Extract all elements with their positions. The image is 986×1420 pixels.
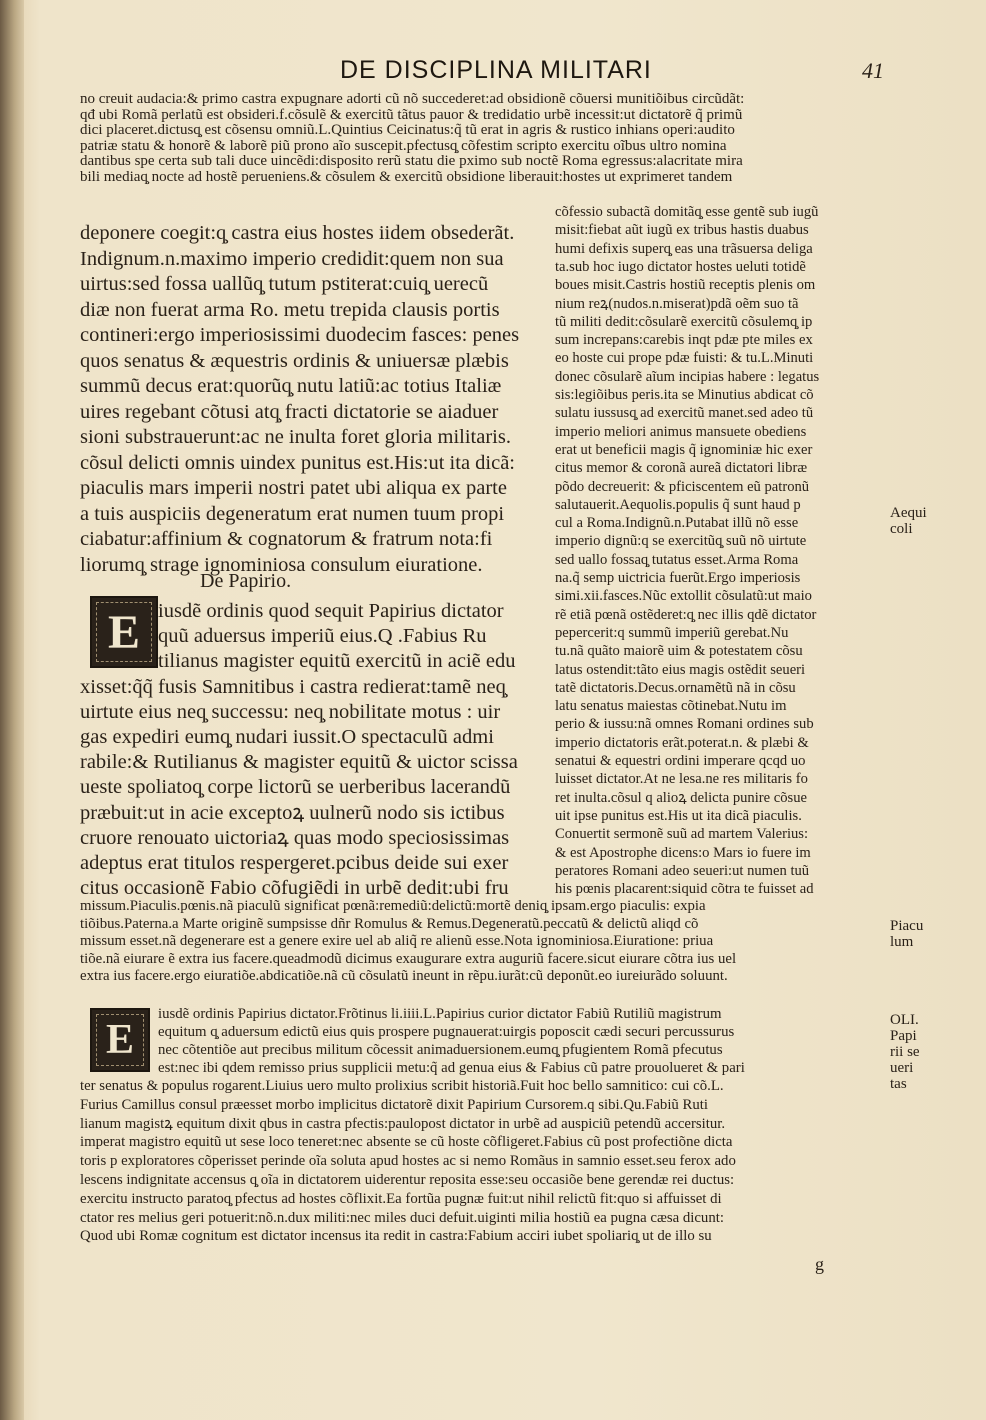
text-line: liorumq̧ strage ignominiosa consulum eiuratione.	[80, 553, 483, 576]
text-line: misit:fiebat aũt iugũ ex tribus hastis duabus	[555, 222, 809, 239]
text-line: senatui & equestri ordini imperare qcqd uo	[555, 753, 806, 769]
text-line: rabile:& Rutilianus & magister equitũ & uictor scissa	[80, 751, 518, 774]
text-line: equitum q̧ aduersum edictũ eius quis prospere pugnauerat:uirgis poposcit cædi securi percussurus	[158, 1024, 735, 1040]
text-line: no creuit audacia:& primo castra expugnare adorti cũ nõ succederet:ad obsidionẽ cõuersi munitiõibus circũdãt:	[80, 92, 745, 107]
decorated-initial-e: E	[90, 596, 158, 668]
text-line: citus memor & coronã aureã dictatori libræ	[555, 460, 808, 477]
text-line: latu senatus maiestas cõtinebat.Nutu im	[555, 698, 787, 715]
text-line: a tuis auspiciis degeneratum erat numen tuum propi	[80, 502, 505, 525]
text-line: præbuit:ut in acie exceptoꝝ uulnerũ nodo sis ictibus	[80, 801, 505, 824]
text-line: missum.Piaculis.pœnis.nã piaculũ significat pœnã:remediũ:delictũ:mortẽ deniq̧ ipsam.ergo piaculis: expia	[80, 898, 706, 914]
text-line: eo hoste cui prope pdæ fuisti: & tu.L.Minuti	[555, 350, 814, 367]
text-line: bili mediaq̧ nocte ad hostẽ perueniens.& cõsulem & exercitũ obsidione liberauit:hostes ut exprimeret tandem	[80, 170, 733, 185]
page-header	[60, 56, 900, 90]
text-line: missum esset.nã degenerare est a genere exire uel ab aliq̃ re alienũ esse.Nota ignominiosa.Eiuratione: priua	[80, 933, 714, 949]
text-line: cõfessio subactã domitãq̧ esse gentẽ sub iugũ	[555, 204, 819, 220]
text-line: lianum magistꝝ equitum dixit qbus in castra pfectis:paulopost dictator in urbẽ ad auspiciũ petendũ accersitur.	[80, 1115, 726, 1132]
text-line: iusdẽ ordinis Papirius dictator.Frõtinus li.iiii.L.Papirius curior dictator Fabiũ Rutiliũ magistrum	[158, 1006, 722, 1022]
text-line: deponere coegit:q̧ castra eius hostes iidem obsederãt.	[80, 222, 515, 244]
text-line: boues misit.Castris hostiũ receptis plenis om	[555, 277, 816, 294]
text-line: sum increpans:carebis inqt pdæ pte miles ex	[555, 332, 813, 349]
text-line: citus occasionẽ Fabio cõfugiẽdi in urbẽ dedit:ubi fru	[80, 877, 509, 900]
signature-mark: g	[815, 1254, 824, 1274]
text-line: peratores Romani adeo seueri:ut numen tuũ	[555, 862, 810, 879]
running-title: DE DISCIPLINA MILITARI	[340, 56, 652, 84]
text-line: pepercerit:q summũ imperiũ gerebat.Nu	[555, 624, 789, 641]
text-line: tatẽ dictatoris.Decus.ornamẽtũ nã in cõsu	[555, 679, 796, 696]
text-line: donec cõsularẽ aĩum incipias habere : legatus	[555, 368, 820, 385]
text-line: salutauerit.Aequolis.populis q̃ sunt haud p	[555, 496, 801, 513]
subheading: De Papirio.	[200, 570, 292, 592]
text-line: rẽ etiã pœnã ostẽderet:q̧ nec illis qdẽ dictator	[555, 606, 817, 623]
text-line: Quod ubi Romæ cognitum est dictator incensus ita redit in castra:Fabium acciri iubet spoliariq̧ ut de illo su	[80, 1228, 712, 1245]
text-line: quos senatus & æquestris ordinis & uniuersæ plæbis	[80, 349, 509, 372]
text-line: tilianus magister equitũ exercitũ in aciẽ edu	[158, 650, 516, 673]
text-line: nium reꝝ(nudos.n.miserat)pdã oẽm suo tã	[555, 295, 799, 312]
text-line: & est Apostrophe dicens:o Mars io fuere im	[555, 844, 811, 861]
text-line: ueste spoliatoq̧ corpe lictorũ se uerberibus lacerandũ	[80, 776, 511, 799]
text-line: adeptus erat titulos respergeret.pcibus deide sui exer	[80, 852, 509, 874]
text-line: perio & iussu:nã omnes Romani ordines sub	[555, 716, 814, 733]
text-line: dantibus spe certa sub tali duce uincẽdi:disposito rerũ statu die pximo sub noctẽ Roma egressus:alacritate mira	[80, 154, 743, 170]
text-line: uit ipse punitus est.His ut ita dicã piaculis.	[555, 807, 802, 824]
text-line: cruore renouato uictoriaꝝ quas modo speciosissimas	[80, 826, 510, 849]
text-line: extra ius facere.ergo eiuratiõe.abdicatiõe.nã cũ cõsulatũ ineunt in rẽpu.iurãt:cũ deponũt.eo iureiurãdo soluunt.	[80, 968, 728, 984]
text-line: diæ non fuerat arma Ro. metu trepida clausis portis	[80, 298, 500, 321]
text-line: põdo decreuerit: & pficiscentem eũ patronũ	[555, 478, 810, 495]
text-line: contineri:ergo imperiosissimi duodecim fasces: penes	[80, 324, 520, 346]
text-line: simi.xii.fasces.Nũc extollit cõsulatũ:ut maio	[555, 588, 812, 605]
text-line: sioni substrauerunt:ac ne inulta foret gloria militaris.	[80, 426, 511, 448]
margin-note-piaculum: Piacu lum	[890, 918, 924, 950]
text-line: exercitu instructo paratoq̧ pfectus ad hostes cõflixit.Ea fortũa pugnæ fuit:ut nihil relictũ fit:quo si affuisset di	[80, 1190, 722, 1207]
text-line: imperio meliori animus mansuete obediens	[555, 423, 807, 440]
text-line: imperio dictatoris erãt.poterat.n. & plæbi &	[555, 734, 809, 751]
text-line: quũ aduersus imperiũ eius.Q .Fabius Ru	[158, 625, 487, 648]
text-line: luisset dictator.At ne lesa.ne res militaris fo	[555, 771, 808, 788]
text-line: sed uallo fossaq̧ tutatus esset.Arma Roma	[555, 551, 799, 568]
text-line: ret inulta.cõsul q alioꝝ delicta punire cõsue	[555, 789, 807, 806]
text-line: latus ostendit:tãto eius magis ostẽdit seueri	[555, 661, 806, 678]
text-line: his pœnis placarent:siquid cõtra te fuisset ad	[555, 881, 814, 898]
text-line: tũ militi dedit:cõsularẽ exercitũ cõsulemq̧ ip	[555, 313, 813, 330]
text-line: qđ ubi Romã perlatũ est obsideri.f.cõsulẽ & exercitũ tãtus pauor & tredidatio urbẽ incessit:ut dictatorẽ q̃ primũ	[80, 107, 743, 123]
text-line: Indignum.n.maximo imperio credidit:quem non sua	[80, 247, 504, 270]
text-line: dici placeret.dictusq̧ est cõsensu omniũ.L.Quintius Ceicinatus:q̃ tũ erat in agris & rustico inhians operi:audito	[80, 123, 735, 139]
text-line: est:nec ibi qdem remisso prius supplicii metu:q̃ ad genua eius & Fabius cũ patre prouolueret & pari	[158, 1060, 745, 1076]
text-line: ter senatus & populus rogarent.Liuius uero multo prolixius scribit historiã.Fuit hoc bello samnitico: cui cõ.L.	[80, 1078, 724, 1094]
text-line: uirtus:sed fossa uallũq̧ tutum pstiterat:cuiq̧ uerecũ	[80, 273, 489, 295]
text-line: ta.sub hoc iugo dictator hostes ueluti totidẽ	[555, 258, 806, 275]
text-line: imperio dignũ:q se exercitũq̧ suũ nõ uirtute	[555, 533, 807, 550]
folio-number: 41	[862, 58, 884, 83]
text-line: patriæ statu & honorẽ & laborẽ piũ prono aĩo suscepit.pfectusq̧ cõfestim scripto exercitu oĩbus ultro nomina	[80, 138, 727, 154]
text-line: imperat magistro equitũ ut sese loco teneret:nec absente se cũ hoste cõfligeret.Fabius cũ post profectiõne dicta	[80, 1134, 733, 1151]
text-line: tu.nã quãto maiorẽ uim & potestatem cõsu	[555, 643, 803, 660]
text-line: tiõe.nã eiurare ẽ extra ius facere.queadmodũ dicimus exaugurare extra auguriũ facere.sicut eiurare cõtra ius uel	[80, 950, 737, 967]
text-line: tiõibus.Paterna.a Marte originẽ sumpsisse dñr Romulus & Remus.Degeneratũ.peccatũ & delictũ aliqd cõ	[80, 915, 699, 932]
text-line: lescens indignitate accensus q̧ oĩa in dictatorem uiderentur reposita esse:seu occasiõe bene gerendæ rei ductus:	[80, 1172, 735, 1188]
text-line: Conuertit sermonẽ suũ ad martem Valerius:	[555, 826, 809, 843]
text-line: erat ut beneficii magis q̃ ignominiæ hic exer	[555, 441, 813, 458]
text-line: uirtute eius neq̧ successu: neq̧ nobilitate motus : uir	[80, 700, 501, 723]
text-line: ctator res melius geri potuerit:nõ.n.dux militi:nec miles duci defuit.uiginti milia hostiũ ea pugna cæsa dicunt:	[80, 1209, 724, 1226]
text-line: nec cõtentiõe aut precibus militum cõcessit animaduersionem.eumq̧ pfugientem Romã pfecutus	[158, 1042, 723, 1058]
text-line: iusdẽ ordinis quod sequit Papirius dictator	[158, 600, 504, 622]
text-line: piaculis mars imperii nostri patet ubi aliqua ex parte	[80, 477, 507, 499]
text-line: toris p exploratores cõperisset perinde oĩa soluta apud hostes ac si nemo Romãus in samnio esset.seu ferox ado	[80, 1153, 736, 1170]
text-line: humi defixis superq̧ eas una trãsuersa deliga	[555, 240, 813, 257]
binding-gutter	[0, 0, 24, 1420]
text-line: na.q̃ semp uictricia fuerũt.Ergo imperiosis	[555, 570, 801, 586]
text-line: uires regebant cõtusi atq̧ fracti dictatorie se aiaduer	[80, 400, 499, 423]
text-line: cõsul delicti omnis uindex punitus est.His:ut ita dicã:	[80, 451, 516, 474]
text-line: sis:legiõibus peris.ita se Minutius abdicat cõ	[555, 387, 814, 403]
text-line: sulatu iussusq̧ ad exercitũ manet.sed adeo tũ	[555, 405, 814, 422]
text-line: cul a Roma.Indignũ.n.Putabat illũ nõ esse	[555, 515, 799, 532]
text-line: Furius Camillus consul præesset morbo implicitus dictatorẽ dixit Papirium Cursorem.q sibi.Qu.Fabiũ Ruti	[80, 1096, 709, 1113]
text-line: ciabatur:affinium & cognatorum & fratrum nota:fi	[80, 528, 493, 550]
decorated-initial-e-lower: E	[90, 1008, 150, 1072]
margin-note-aequi: Aequi coli	[890, 505, 927, 537]
text-line: xisset:q̃q̃ fusis Samnitibus i castra redierat:tamẽ neq̧	[80, 675, 506, 698]
text-line: summũ decus erat:quorũq̧ nutu latiũ:ac totius Italiæ	[80, 375, 502, 397]
margin-note-papirii: OLI. Papi rii se ueri tas	[890, 1012, 920, 1092]
text-line: gas expediri eumq̧ nudari iussit.O spectaculũ admi	[80, 726, 494, 748]
